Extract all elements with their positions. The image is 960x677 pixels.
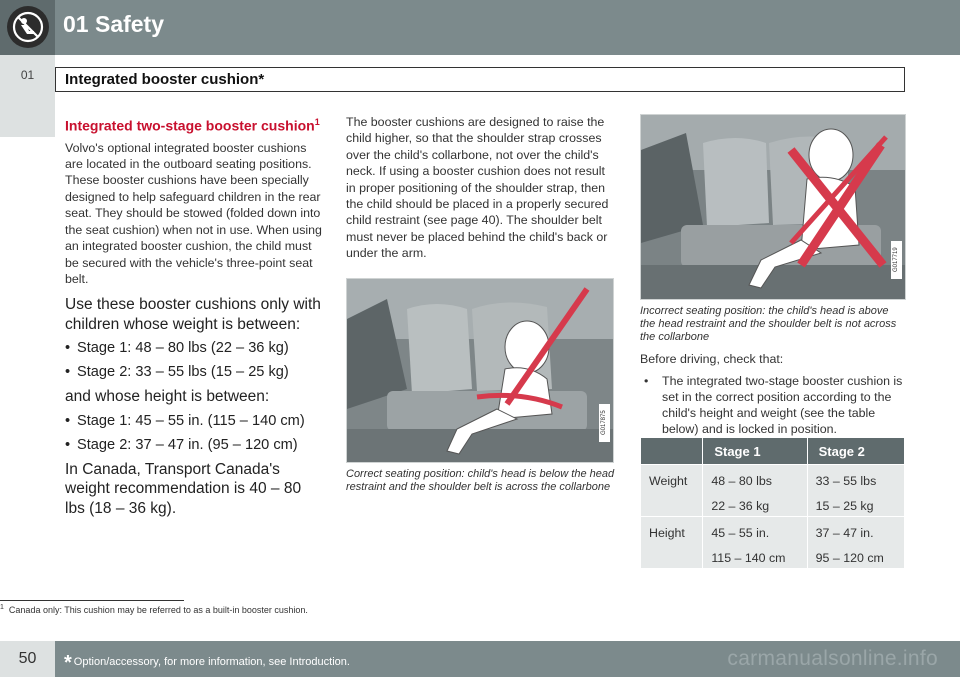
list-item xyxy=(65,339,323,358)
bullet-icon: • xyxy=(644,374,649,389)
column-3 xyxy=(640,114,906,437)
cell-value: 45 – 55 in. xyxy=(711,526,770,540)
page-number: 50 xyxy=(18,650,37,667)
list-item-text: The integrated two-stage booster cushion is set in the correct position according to the child's height and weight (see the table below) and is locked in position. xyxy=(662,374,903,437)
footnote-text: Canada only: This cushion may be referred to as a built-in booster cushion. xyxy=(8,605,308,615)
image-code: G017875 xyxy=(599,404,610,442)
column-2 xyxy=(346,114,616,494)
option-note xyxy=(64,652,350,675)
intro-paragraph: Volvo's optional integrated booster cushions are located in the outboard seating positions. These booster cushions have been specially designed to help safeguard children in the rear seat. They should be stowed (folded down into the seat cushion) when not in use. When using an integrated booster cushion, the child must be secured with the vehicle's three-point seat belt. xyxy=(65,140,322,286)
table-header-row xyxy=(641,438,904,464)
footnote xyxy=(0,604,308,615)
list-item xyxy=(640,373,906,437)
page-number-box xyxy=(0,641,55,677)
list-item xyxy=(65,363,323,382)
footnote-ref: 1 xyxy=(314,117,320,127)
section-title-box xyxy=(55,67,905,92)
bullet-icon: • xyxy=(65,436,71,453)
list-item xyxy=(65,436,323,455)
bullet-icon: • xyxy=(65,364,71,381)
stage-table xyxy=(640,437,905,569)
table-cell xyxy=(703,465,806,516)
correct-position-caption: Correct seating position: child's head is below the head restraint and the shoulder belt is across the collarbone xyxy=(346,467,615,493)
asterisk-mark: * xyxy=(64,652,72,674)
cell-value: 37 – 47 in. xyxy=(815,526,874,540)
list-item-text: Stage 2: 33 – 55 lbs (15 – 25 kg) xyxy=(77,364,289,381)
incorrect-position-photo xyxy=(640,114,906,300)
image-code: G017719 xyxy=(891,241,902,279)
footnote-mark: 1 xyxy=(0,604,4,611)
table-header-blank xyxy=(641,438,702,464)
page-footer xyxy=(0,641,960,677)
chapter-badge xyxy=(0,0,55,55)
chapter-title: 01 Safety xyxy=(63,11,165,37)
row-label-height: Height xyxy=(641,517,702,568)
row-label-weight: Weight xyxy=(641,465,702,516)
footnote-divider xyxy=(0,600,184,601)
check-list xyxy=(640,373,906,437)
check-lead: Before driving, check that: xyxy=(640,352,784,366)
correct-position-photo xyxy=(346,278,614,463)
bullet-icon: • xyxy=(65,340,71,357)
section-title: Integrated booster cushion* xyxy=(65,71,265,88)
height-list xyxy=(65,412,323,455)
list-item-text: Stage 1: 48 – 80 lbs (22 – 36 kg) xyxy=(77,340,289,357)
table-header-stage-2: Stage 2 xyxy=(808,438,904,464)
table-cell xyxy=(808,517,904,568)
list-item xyxy=(65,412,323,431)
cell-value: 33 – 55 lbs xyxy=(815,474,877,488)
list-item-text: Stage 1: 45 – 55 in. (115 – 140 cm) xyxy=(77,412,305,429)
subsection-heading xyxy=(65,114,323,135)
cell-value: 15 – 25 kg xyxy=(815,499,874,513)
chapter-header xyxy=(0,0,960,55)
cell-value: 115 – 140 cm xyxy=(711,551,786,565)
booster-explanation: The booster cushions are designed to raise the child higher, so that the shoulder strap crosses over the child's collarbone, not over the child's neck. If using a booster cushion does not result in proper positioning of the shoulder strap, then the child should be placed in a properly secured child restraint (see page 40). The shoulder belt must never be placed behind the child's back or under the arm. xyxy=(346,115,609,261)
watermark: carmanualsonline.info xyxy=(727,647,938,670)
bullet-icon: • xyxy=(65,412,71,429)
column-1 xyxy=(65,114,323,518)
chapter-tab-label: 01 xyxy=(20,68,35,82)
no-airbag-child-icon xyxy=(7,6,49,48)
cell-value: 95 – 120 cm xyxy=(815,551,884,565)
list-item-text: Stage 2: 37 – 47 in. (95 – 120 cm) xyxy=(77,436,298,453)
incorrect-position-caption: Incorrect seating position: the child's head is above the head restraint and the shoulder belt is not across the collarbone xyxy=(640,305,897,343)
table-cell xyxy=(808,465,904,516)
table-row xyxy=(641,465,904,516)
table-row xyxy=(641,517,904,568)
weight-list xyxy=(65,339,323,382)
table-header-stage-1: Stage 1 xyxy=(703,438,806,464)
cell-value: 22 – 36 kg xyxy=(711,499,770,513)
chapter-side-tab xyxy=(0,55,55,137)
heading-text: Integrated two-stage booster cushion xyxy=(65,117,315,134)
table-cell xyxy=(703,517,806,568)
height-lead: and whose height is between: xyxy=(65,388,270,406)
cell-value: 48 – 80 lbs xyxy=(711,474,772,488)
option-note-text: Option/accessory, for more information, see Introduction. xyxy=(73,656,350,668)
weight-lead: Use these booster cushions only with children whose weight is between: xyxy=(65,296,321,333)
canada-note: In Canada, Transport Canada's weight recommendation is 40 – 80 lbs (18 – 36 kg). xyxy=(65,460,302,517)
